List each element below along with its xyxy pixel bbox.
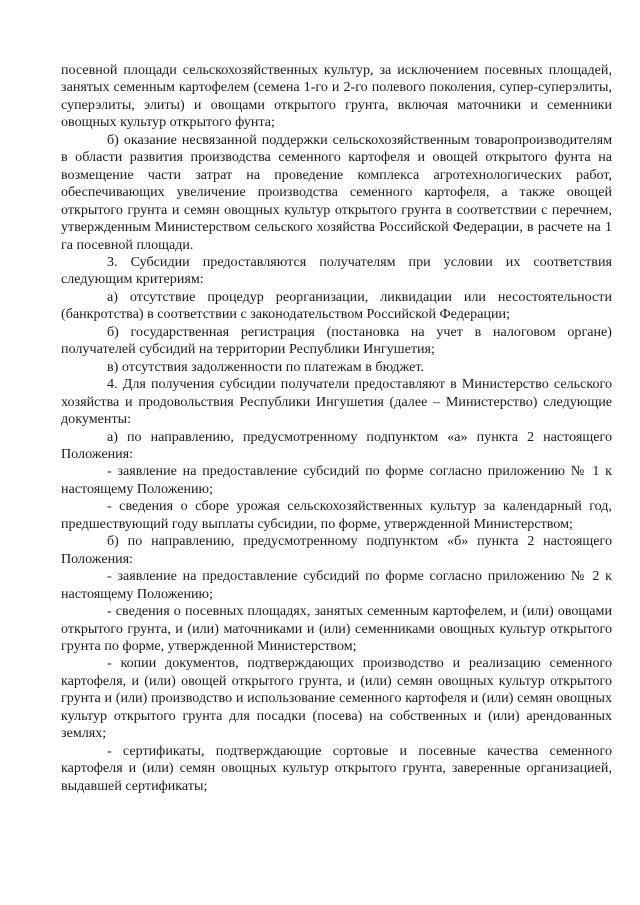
- paragraph-item-b: б) оказание несвязанной поддержки сельскохозяйственным товаропроизводителям в области развития производства семенного картофеля и овощей открытого фунта на возмещение части затрат на проведение комплекса агротехнологических работ, обеспечивающих увеличение производства семенного картофеля, а также овощей открытого грунта и семян овощных культур открытого грунта в соответствии с перечнем, утвержденным Министерством сельского хозяйства Российской Федерации, в расчете на 1 га посевной площади.: [61, 131, 612, 253]
- paragraph-direction-a: а) по направлению, предусмотренному подпунктом «а» пункта 2 настоящего Положения:: [61, 428, 612, 462]
- document-page: [61, 62, 612, 795]
- paragraph-direction-b: б) по направлению, предусмотренному подпунктом «б» пункта 2 настоящего Положения:: [61, 533, 612, 567]
- paragraph-criterion-b: б) государственная регистрация (постановка на учет в налоговом органе) получателей субсидий на территории Республики Ингушетия;: [61, 323, 612, 358]
- list-item-sowing-areas: - сведения о посевных площадях, занятых семенным картофелем, и (или) овощами открытого грунта, и (или) маточниками и (или) семенниками овощных культур открытого грунта по форме, утвержденной Министерством;: [61, 603, 612, 654]
- list-item-certificates: - сертификаты, подтверждающие сортовые и посевные качества семенного картофеля и (или) семян овощных культур открытого грунта, заверенные организацией, выдавшей сертификаты;: [61, 742, 612, 794]
- paragraph-criterion-a: а) отсутствие процедур реорганизации, ликвидации или несостоятельности (банкротства) в соответствии с законодательством Российской Федерации;: [61, 288, 612, 323]
- list-item-document-copies: - копии документов, подтверждающих производство и реализацию семенного картофеля, и (или) овощей открытого грунта, и (или) семян овощных культур открытого грунта и (или) производство и использование семенного картофеля и (или) семян овощных культур открытого грунта для посадки (посева) на собственных и (или) арендованных землях;: [61, 655, 612, 742]
- list-item-application-2: - заявление на предоставление субсидий по форме согласно приложению № 2 к настоящему Положению;: [61, 568, 612, 602]
- list-item-application-1: - заявление на предоставление субсидий по форме согласно приложению № 1 к настоящему Положению;: [61, 463, 612, 497]
- paragraph-clause-3: 3. Субсидии предоставляются получателям при условии их соответствия следующим критериям:: [61, 253, 612, 288]
- paragraph-criterion-v: в) отсутствия задолженности по платежам в бюджет.: [107, 358, 424, 375]
- paragraph-continuation: посевной площади сельскохозяйственных культур, за исключением посевных площадей, занятых семенным картофелем (семена 1-го и 2-го полевого поколения, супер-суперэлиты, суперэлиты, элиты) и овощами открытого грунта, включая маточники и семенники овощных культур открытого фунта;: [61, 62, 612, 131]
- list-item-harvest-info: - сведения о сборе урожая сельскохозяйственных культур за календарный год, предшествующий году выплаты субсидии, по форме, утвержденной Министерством;: [61, 498, 612, 532]
- paragraph-clause-4: 4. Для получения субсидии получатели предоставляют в Министерство сельского хозяйства и продовольствия Республики Ингушетия (далее – Министерство) следующие документы:: [61, 376, 612, 428]
